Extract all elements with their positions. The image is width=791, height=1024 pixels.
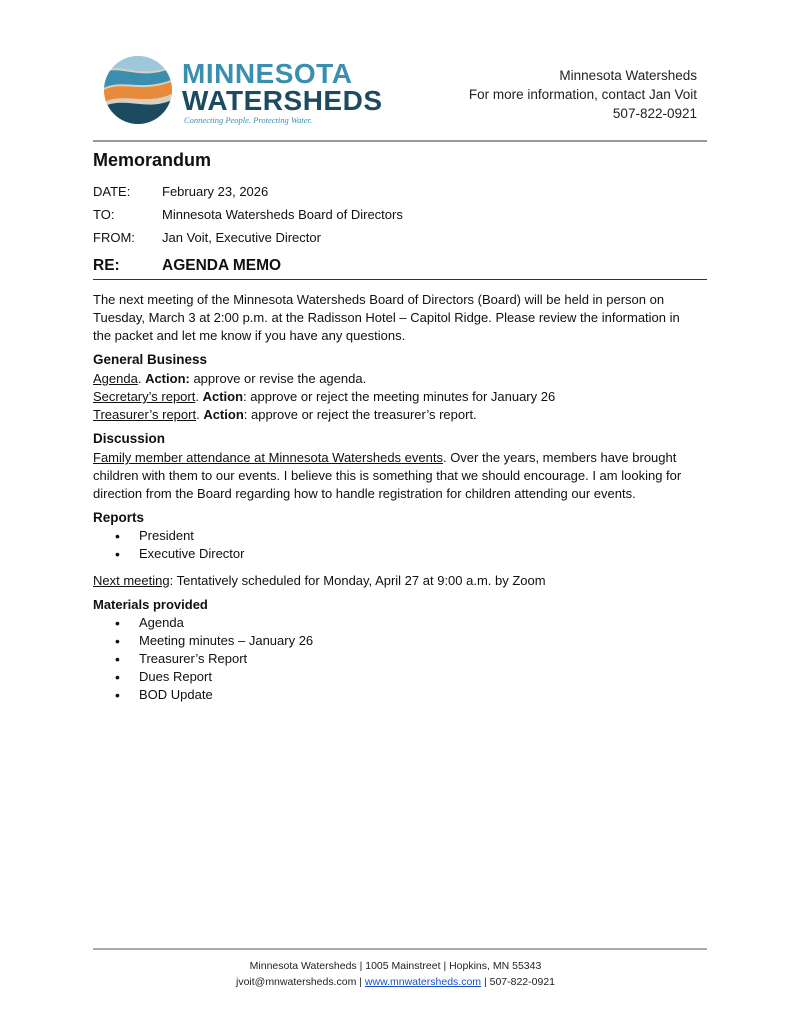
footer-email: jvoit@mnwatersheds.com bbox=[235, 976, 357, 988]
general-business-list bbox=[93, 370, 703, 424]
discussion-line: children with them to our events. I believe this is something that we should encourage. I am looking for bbox=[93, 468, 682, 483]
logo-tagline: Connecting People. Protecting Water. bbox=[184, 115, 313, 125]
discussion-line: direction from the Board regarding how to handle registration for children attending our events. bbox=[93, 486, 636, 501]
contact-org: Minnesota Watersheds bbox=[559, 68, 697, 83]
action-text: approve or revise the agenda. bbox=[189, 371, 367, 386]
reports-list bbox=[93, 527, 244, 563]
date-label: DATE: bbox=[93, 184, 131, 199]
website-link[interactable]: www.mnwatersheds.com bbox=[364, 976, 482, 988]
contact-line: For more information, contact Jan Voit bbox=[468, 87, 697, 102]
action-label: Action: bbox=[145, 371, 190, 386]
re-label: RE: bbox=[93, 257, 120, 274]
list-item: • Meeting minutes – January 26 bbox=[93, 632, 313, 650]
contact-block bbox=[469, 66, 697, 123]
discussion-heading: Discussion bbox=[93, 431, 166, 446]
secretary-report-link[interactable]: Secretary’s report bbox=[93, 389, 196, 404]
action-text: : approve or reject the treasurer’s report. bbox=[243, 407, 477, 422]
footer-separator: | bbox=[481, 976, 490, 988]
intro-line: the packet and let me know if you have any questions. bbox=[93, 328, 406, 343]
re-value: AGENDA MEMO bbox=[162, 257, 282, 274]
logo-word-minnesota: MINNESOTA bbox=[182, 58, 353, 89]
discussion-text: . Over the years, members have brought bbox=[442, 450, 677, 465]
intro-line: The next meeting of the Minnesota Watersheds Board of Directors (Board) will be held in person on bbox=[93, 292, 665, 307]
minnesota-watersheds-logo bbox=[100, 52, 390, 130]
agenda-item: Agenda. Action: approve or revise the agenda. bbox=[93, 371, 367, 386]
date-value: February 23, 2026 bbox=[162, 184, 269, 199]
from-label: FROM: bbox=[93, 230, 135, 245]
general-business-heading: General Business bbox=[93, 352, 208, 367]
agenda-link[interactable]: Agenda bbox=[93, 371, 138, 386]
letterhead bbox=[0, 0, 791, 145]
memo-re-row bbox=[93, 257, 281, 275]
memo-date-row bbox=[93, 184, 268, 199]
memo-from-row bbox=[93, 230, 321, 245]
discussion-line bbox=[93, 449, 703, 467]
next-meeting-link[interactable]: Next meeting bbox=[93, 573, 170, 588]
footer-contact bbox=[0, 974, 791, 990]
watershed-emblem-icon bbox=[100, 52, 176, 128]
list-item: • BOD Update bbox=[93, 686, 313, 704]
action-label: Action bbox=[203, 407, 244, 422]
next-meeting-text: : Tentatively scheduled for Monday, April 27 at 9:00 a.m. by Zoom bbox=[169, 573, 546, 588]
materials-heading: Materials provided bbox=[93, 597, 208, 612]
action-text: : approve or reject the meeting minutes for January 26 bbox=[243, 389, 556, 404]
list-item: • Agenda bbox=[93, 614, 313, 632]
next-meeting-line bbox=[93, 572, 703, 590]
footer-separator: | bbox=[356, 976, 365, 988]
footer-phone: 507-822-0921 bbox=[489, 976, 555, 988]
treasurer-report-link[interactable]: Treasurer’s report bbox=[93, 407, 197, 422]
memo-to-row bbox=[93, 207, 403, 222]
list-item: • President bbox=[93, 527, 244, 545]
footer-divider bbox=[93, 948, 707, 950]
logo-word-watersheds: WATERSHEDS bbox=[182, 85, 383, 116]
from-value: Jan Voit, Executive Director bbox=[162, 230, 321, 245]
contact-phone: 507-822-0921 bbox=[612, 106, 697, 121]
re-divider bbox=[93, 279, 707, 280]
discussion-paragraph bbox=[93, 449, 703, 503]
intro-paragraph bbox=[93, 291, 703, 345]
page-title: Memorandum bbox=[93, 150, 212, 170]
agenda-item: Treasurer’s report. Action: approve or reject the treasurer’s report. bbox=[93, 407, 477, 422]
materials-list bbox=[93, 614, 313, 704]
action-label: Action bbox=[202, 389, 244, 404]
list-item: • Treasurer’s Report bbox=[93, 650, 313, 668]
footer bbox=[0, 958, 791, 990]
list-item: • Executive Director bbox=[93, 545, 244, 563]
header-divider bbox=[93, 140, 707, 142]
list-item: • Dues Report bbox=[93, 668, 313, 686]
intro-line: Tuesday, March 3 at 2:00 p.m. at the Radisson Hotel – Capitol Ridge. Please review the information in bbox=[93, 310, 680, 325]
footer-address: Minnesota Watersheds | 1005 Mainstreet | Hopkins, MN 55343 bbox=[249, 960, 542, 972]
family-attendance-link[interactable]: Family member attendance at Minnesota Watersheds events bbox=[93, 450, 443, 465]
to-label: TO: bbox=[93, 207, 115, 222]
agenda-item: Secretary’s report. Action: approve or reject the meeting minutes for January 26 bbox=[93, 389, 556, 404]
reports-heading: Reports bbox=[93, 510, 145, 525]
to-value: Minnesota Watersheds Board of Directors bbox=[162, 207, 403, 222]
